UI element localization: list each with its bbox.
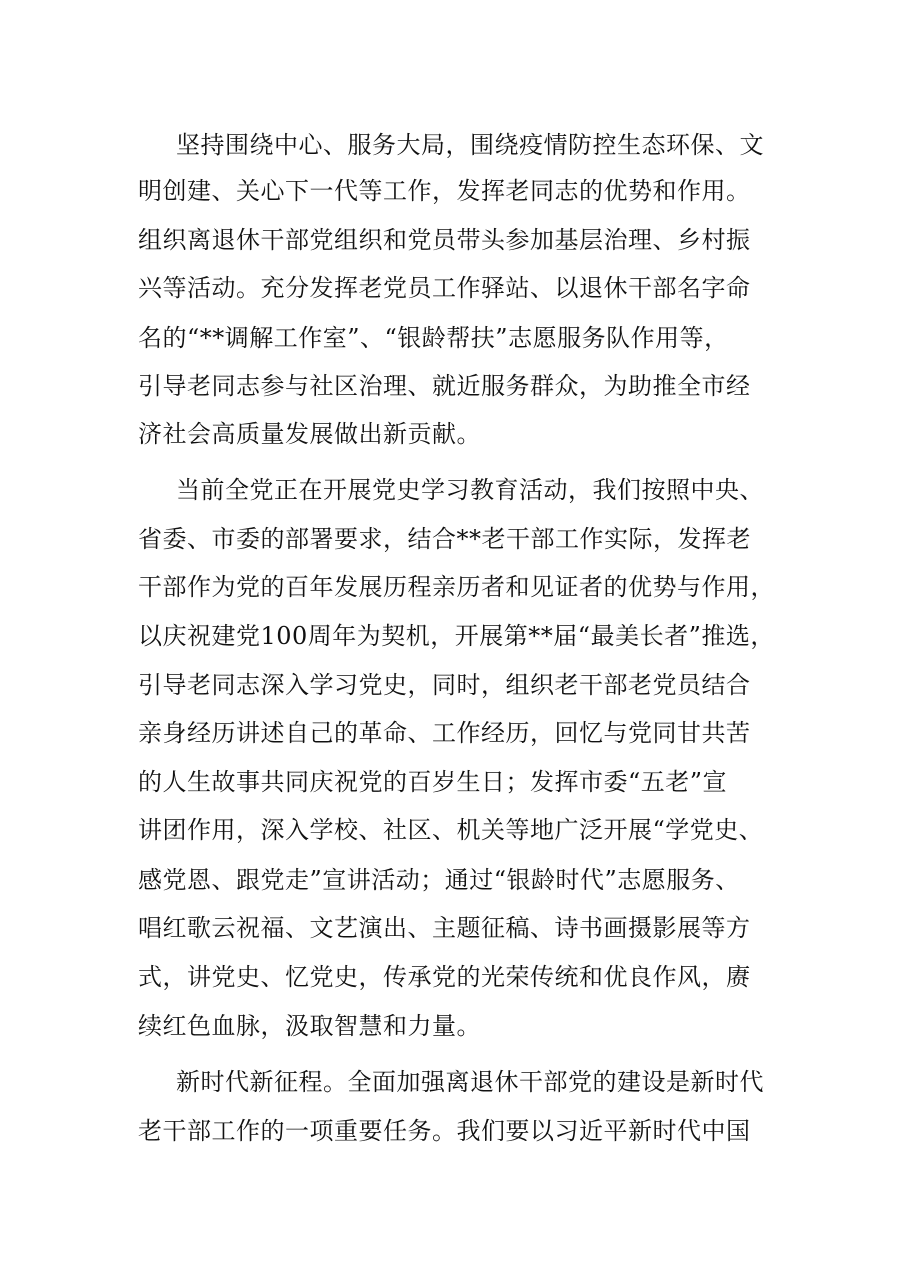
paragraph-2-line-7: 的人生故事共同庆祝党的百岁生日；发挥市委“五老”宣: [138, 768, 728, 796]
paragraph-1-line-5: 名的“**调解工作室”、“银龄帮扶”志愿服务队作用等，: [138, 324, 729, 352]
paragraph-2-line-3: 干部作为党的百年发展历程亲历者和见证者的优势与作用，: [138, 573, 775, 601]
paragraph-1-line-7: 济社会高质量发展做出新贡献。: [138, 420, 481, 448]
paragraph-2-line-12: 续红色血脉，汲取智慧和力量。: [138, 1012, 481, 1040]
paragraph-2-line-4: 以庆祝建党100周年为契机，开展第**届“最美长者”推选，: [138, 622, 775, 650]
paragraph-2-line-10: 唱红歌云祝福、文艺演出、主题征稿、诗书画摄影展等方: [138, 914, 751, 942]
paragraph-1-line-4: 兴等活动。充分发挥老党员工作驿站、以退休干部名字命: [138, 274, 751, 302]
paragraph-2-line-5: 引导老同志深入学习党史，同时，组织老干部老党员结合: [138, 671, 751, 699]
paragraph-2-line-6: 亲身经历讲述自己的革命、工作经历，回忆与党同甘共苦: [138, 719, 751, 747]
paragraph-2-line-8: 讲团作用，深入学校、社区、机关等地广泛开展“学党史、: [138, 816, 764, 844]
paragraph-3-line-1: 新时代新征程。全面加强离退休干部党的建设是新时代: [176, 1068, 764, 1096]
paragraph-2-line-9: 感党恩、跟党走”宣讲活动；通过“银龄时代”志愿服务、: [138, 866, 740, 894]
paragraph-2-line-1: 当前全党正在开展党史学习教育活动，我们按照中央、: [176, 476, 764, 504]
paragraph-2-line-11: 式，讲党史、忆党史，传承党的光荣传统和优良作风，赓: [138, 963, 751, 991]
paragraph-2-line-2: 省委、市委的部署要求，结合**老干部工作实际，发挥老: [138, 525, 751, 553]
paragraph-1-line-1: 坚持围绕中心、服务大局，围绕疫情防控生态环保、文: [176, 131, 764, 159]
paragraph-3-line-2: 老干部工作的一项重要任务。我们要以习近平新时代中国: [138, 1117, 751, 1145]
paragraph-1-line-3: 组织离退休干部党组织和党员带头参加基层治理、乡村振: [138, 226, 751, 254]
paragraph-1-line-2: 明创建、关心下一代等工作，发挥老同志的优势和作用。: [138, 177, 751, 205]
paragraph-1-line-6: 引导老同志参与社区治理、就近服务群众，为助推全市经: [138, 372, 751, 400]
